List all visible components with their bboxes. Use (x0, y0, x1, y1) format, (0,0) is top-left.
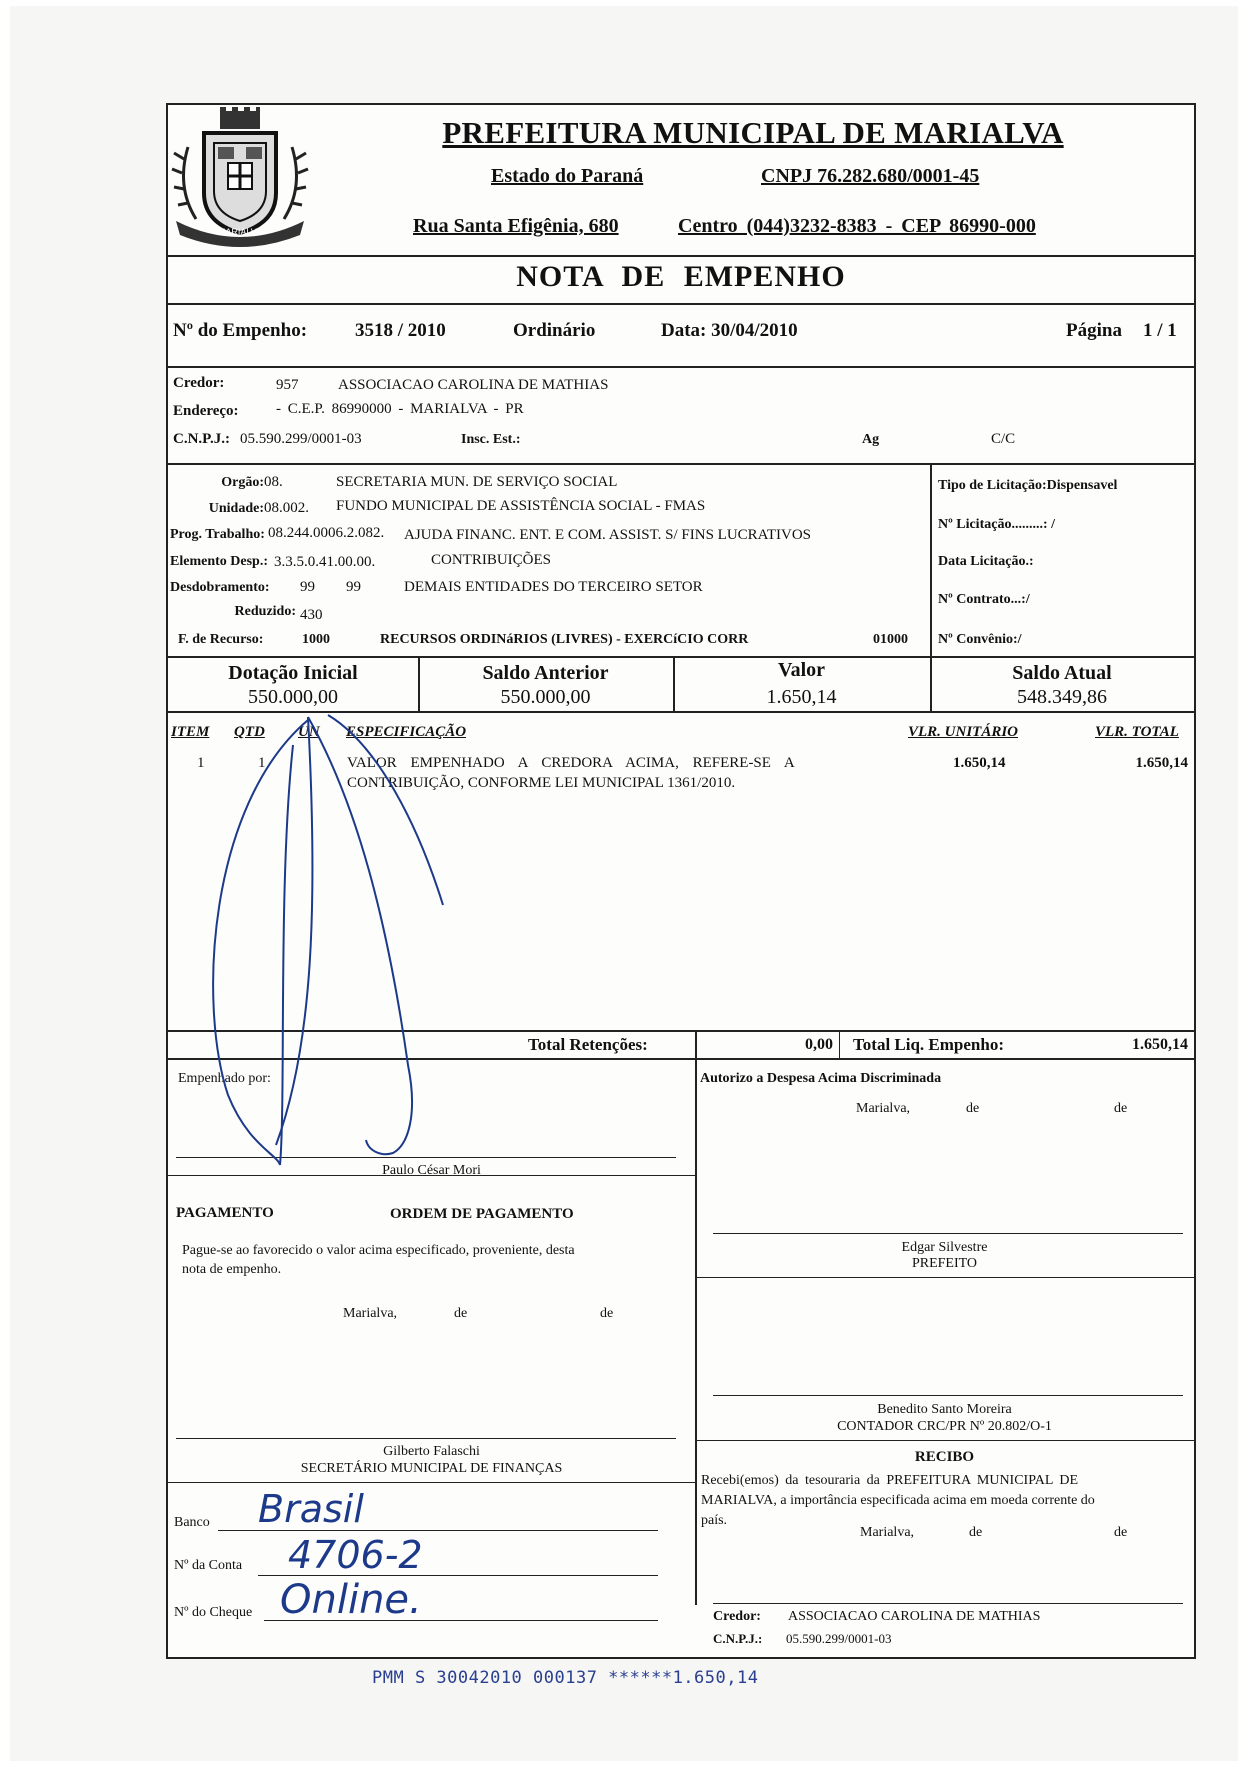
item-spec-line1: VALOR EMPENHADO A CREDORA ACIMA, REFERE-SE A (347, 755, 795, 771)
saldo-atual-value: 548.349,86 (1017, 686, 1107, 708)
item-number: 1 (197, 755, 205, 771)
desdobramento-name: DEMAIS ENTIDADES DO TERCEIRO SETOR (404, 579, 703, 595)
district-phone-cep: Centro (044)3232-8383 - CEP 86990-000 (678, 215, 1036, 237)
conta-label: Nº da Conta (174, 1558, 243, 1573)
recibo-cnpj-label: C.N.P.J.: (713, 1631, 763, 1646)
recurso-name: RECURSOS ORDINáRIOS (LIVRES) - EXERCíCIO CORR (380, 632, 749, 647)
credor-cnpj-label: C.N.P.J.: (173, 431, 230, 447)
orgao-name: SECRETARIA MUN. DE SERVIÇO SOCIAL (336, 474, 618, 490)
recibo-credor-name: ASSOCIACAO CAROLINA DE MATHIAS (788, 1609, 1041, 1624)
banco-label: Banco (174, 1515, 210, 1530)
orgao-label: Orgão: (221, 475, 264, 490)
pagamento-text-line1: Pague-se ao favorecido o valor acima especificado, proveniente, desta (182, 1243, 575, 1258)
empenho-date: Data: 30/04/2010 (661, 320, 798, 341)
autorizo-de1: de (966, 1101, 980, 1116)
prog-trabalho-code: 08.244.0006.2.082. (268, 525, 385, 541)
recibo-cnpj: 05.590.299/0001-03 (786, 1631, 892, 1646)
prefeito-name: Edgar Silvestre (901, 1240, 988, 1255)
data-licitacao: Data Licitação.: (938, 554, 1034, 569)
recurso-code: 1000 (302, 632, 330, 647)
empenhado-por-label: Empenhado por: (178, 1071, 271, 1086)
col-header-qtd: QTD (234, 724, 265, 740)
banco-value: Brasil (258, 1487, 364, 1531)
pen-signature-stroke-icon (168, 105, 1194, 1657)
recibo-place: Marialva, (860, 1525, 915, 1540)
numero-licitacao: Nº Licitação.........: / (938, 517, 1055, 532)
prefeito-role: PREFEITO (911, 1256, 978, 1271)
financas-role: SECRETÁRIO MUNICIPAL DE FINANÇAS (300, 1461, 563, 1476)
ordem-pagamento-label: ORDEM DE PAGAMENTO (390, 1206, 574, 1222)
unidade-label: Unidade: (208, 501, 264, 516)
empenho-form (166, 103, 1196, 1659)
page-label: Página (1066, 320, 1122, 341)
prog-trabalho-label: Prog. Trabalho: (170, 527, 265, 542)
unidade-code: 08.002. (264, 500, 309, 516)
desdobramento-label: Desdobramento: (170, 580, 270, 595)
valor-label: Valor (777, 659, 826, 681)
credor-label: Credor: (173, 375, 225, 391)
orgao-code: 08. (264, 474, 283, 490)
page-number: 1 / 1 (1143, 320, 1177, 341)
agency-label: Ag (862, 432, 880, 447)
elemento-code: 3.3.5.0.41.00.00. (274, 554, 376, 570)
elemento-name: CONTRIBUIÇÕES (431, 552, 552, 568)
credor-name: ASSOCIACAO CAROLINA DE MATHIAS (338, 377, 609, 393)
pagamento-label: PAGAMENTO (176, 1205, 274, 1221)
reduzido-value: 430 (300, 607, 323, 623)
col-header-item: ITEM (171, 724, 210, 740)
empenho-number: 3518 / 2010 (355, 320, 446, 341)
financas-signer: Gilberto Falaschi (383, 1444, 480, 1459)
recibo-label: RECIBO (914, 1449, 975, 1465)
total-liquido-label: Total Liq. Empenho: (853, 1035, 1004, 1054)
recibo-credor-label: Credor: (713, 1609, 761, 1624)
unidade-name: FUNDO MUNICIPAL DE ASSISTÊNCIA SOCIAL - FMAS (336, 498, 706, 514)
recibo-de1: de (969, 1525, 983, 1540)
item-quantity: 1 (258, 755, 266, 771)
payment-stamp: PMM S 30042010 000137 ******1.650,14 (372, 1668, 759, 1688)
numero-convenio: Nº Convênio:/ (938, 632, 1022, 647)
credor-code: 957 (276, 377, 299, 393)
pagamento-place: Marialva, (343, 1306, 398, 1321)
recurso-label: F. de Recurso: (178, 632, 264, 647)
valor-value: 1.650,14 (766, 686, 837, 708)
col-header-unit-value: VLR. UNITÁRIO (908, 724, 1019, 740)
saldo-anterior-label: Saldo Anterior (482, 662, 609, 684)
prog-trabalho-name: AJUDA FINANC. ENT. E COM. ASSIST. S/ FINS LUCRATIVOS (404, 527, 811, 543)
state-name: Estado do Paraná (491, 165, 644, 187)
empenho-number-label: Nº do Empenho: (173, 320, 308, 341)
empenhado-signer: Paulo César Mori (382, 1163, 481, 1178)
address-label: Endereço: (173, 403, 239, 419)
total-retencoes-value: 0,00 (805, 1036, 833, 1053)
recibo-line3: país. (701, 1513, 728, 1528)
item-unit-value: 1.650,14 (953, 755, 1006, 771)
recibo-line1: Recebi(emos) da tesouraria da PREFEITURA MUNICIPAL DE (701, 1473, 1079, 1488)
col-header-spec: ESPECIFICAÇÃO (346, 724, 467, 740)
pagamento-de2: de (600, 1306, 614, 1321)
cheque-label: Nº do Cheque (174, 1605, 253, 1620)
pagamento-text-line2: nota de empenho. (182, 1262, 282, 1277)
city-cnpj: CNPJ 76.282.680/0001-45 (761, 165, 980, 187)
recibo-line2: MARIALVA, a importância especificada acima em moeda corrente do (701, 1493, 1095, 1508)
total-retencoes-label: Total Retenções: (528, 1035, 648, 1054)
desdobramento-a: 99 (300, 579, 315, 595)
insc-est-label: Insc. Est.: (461, 432, 521, 447)
contador-name: Benedito Santo Moreira (877, 1402, 1012, 1417)
reduzido-label: Reduzido: (234, 604, 296, 619)
page-title: PREFEITURA MUNICIPAL DE MARIALVA (442, 115, 1064, 150)
item-spec-line2: CONTRIBUIÇÃO, CONFORME LEI MUNICIPAL 1361/2010. (347, 775, 736, 791)
contador-role: CONTADOR CRC/PR Nº 20.802/O-1 (837, 1419, 1052, 1434)
recibo-de2: de (1114, 1525, 1128, 1540)
credor-address: - C.E.P. 86990000 - MARIALVA - PR (276, 401, 524, 417)
elemento-label: Elemento Desp.: (170, 554, 268, 569)
saldo-anterior-value: 550.000,00 (500, 686, 591, 708)
empenho-type: Ordinário (513, 320, 596, 341)
numero-contrato: Nº Contrato...:/ (938, 592, 1030, 607)
credor-cnpj: 05.590.299/0001-03 (240, 431, 362, 447)
recurso-number: 01000 (873, 632, 908, 647)
street-address: Rua Santa Efigênia, 680 (413, 215, 619, 237)
cheque-value: Online. (280, 1577, 422, 1623)
autorizo-place: Marialva, (856, 1101, 911, 1116)
saldo-atual-label: Saldo Atual (1012, 662, 1112, 684)
dotacao-inicial-label: Dotação Inicial (228, 662, 358, 684)
conta-value: 4706-2 (288, 1533, 423, 1577)
autorizo-de2: de (1114, 1101, 1128, 1116)
pagamento-de1: de (454, 1306, 468, 1321)
tipo-licitacao: Tipo de Licitação:Dispensavel (938, 478, 1118, 493)
autorizo-label: Autorizo a Despesa Acima Discriminada (700, 1071, 942, 1086)
dotacao-inicial-value: 550.000,00 (248, 686, 338, 708)
total-liquido-value: 1.650,14 (1132, 1036, 1188, 1053)
desdobramento-b: 99 (346, 579, 361, 595)
item-total-value: 1.650,14 (1135, 755, 1188, 771)
account-label: C/C (991, 431, 1016, 447)
col-header-un: UN (298, 724, 320, 740)
col-header-total-value: VLR. TOTAL (1095, 724, 1179, 740)
document-title: NOTA DE EMPENHO (516, 260, 846, 293)
coat-of-arms-motto: MARIALVA (217, 227, 263, 237)
